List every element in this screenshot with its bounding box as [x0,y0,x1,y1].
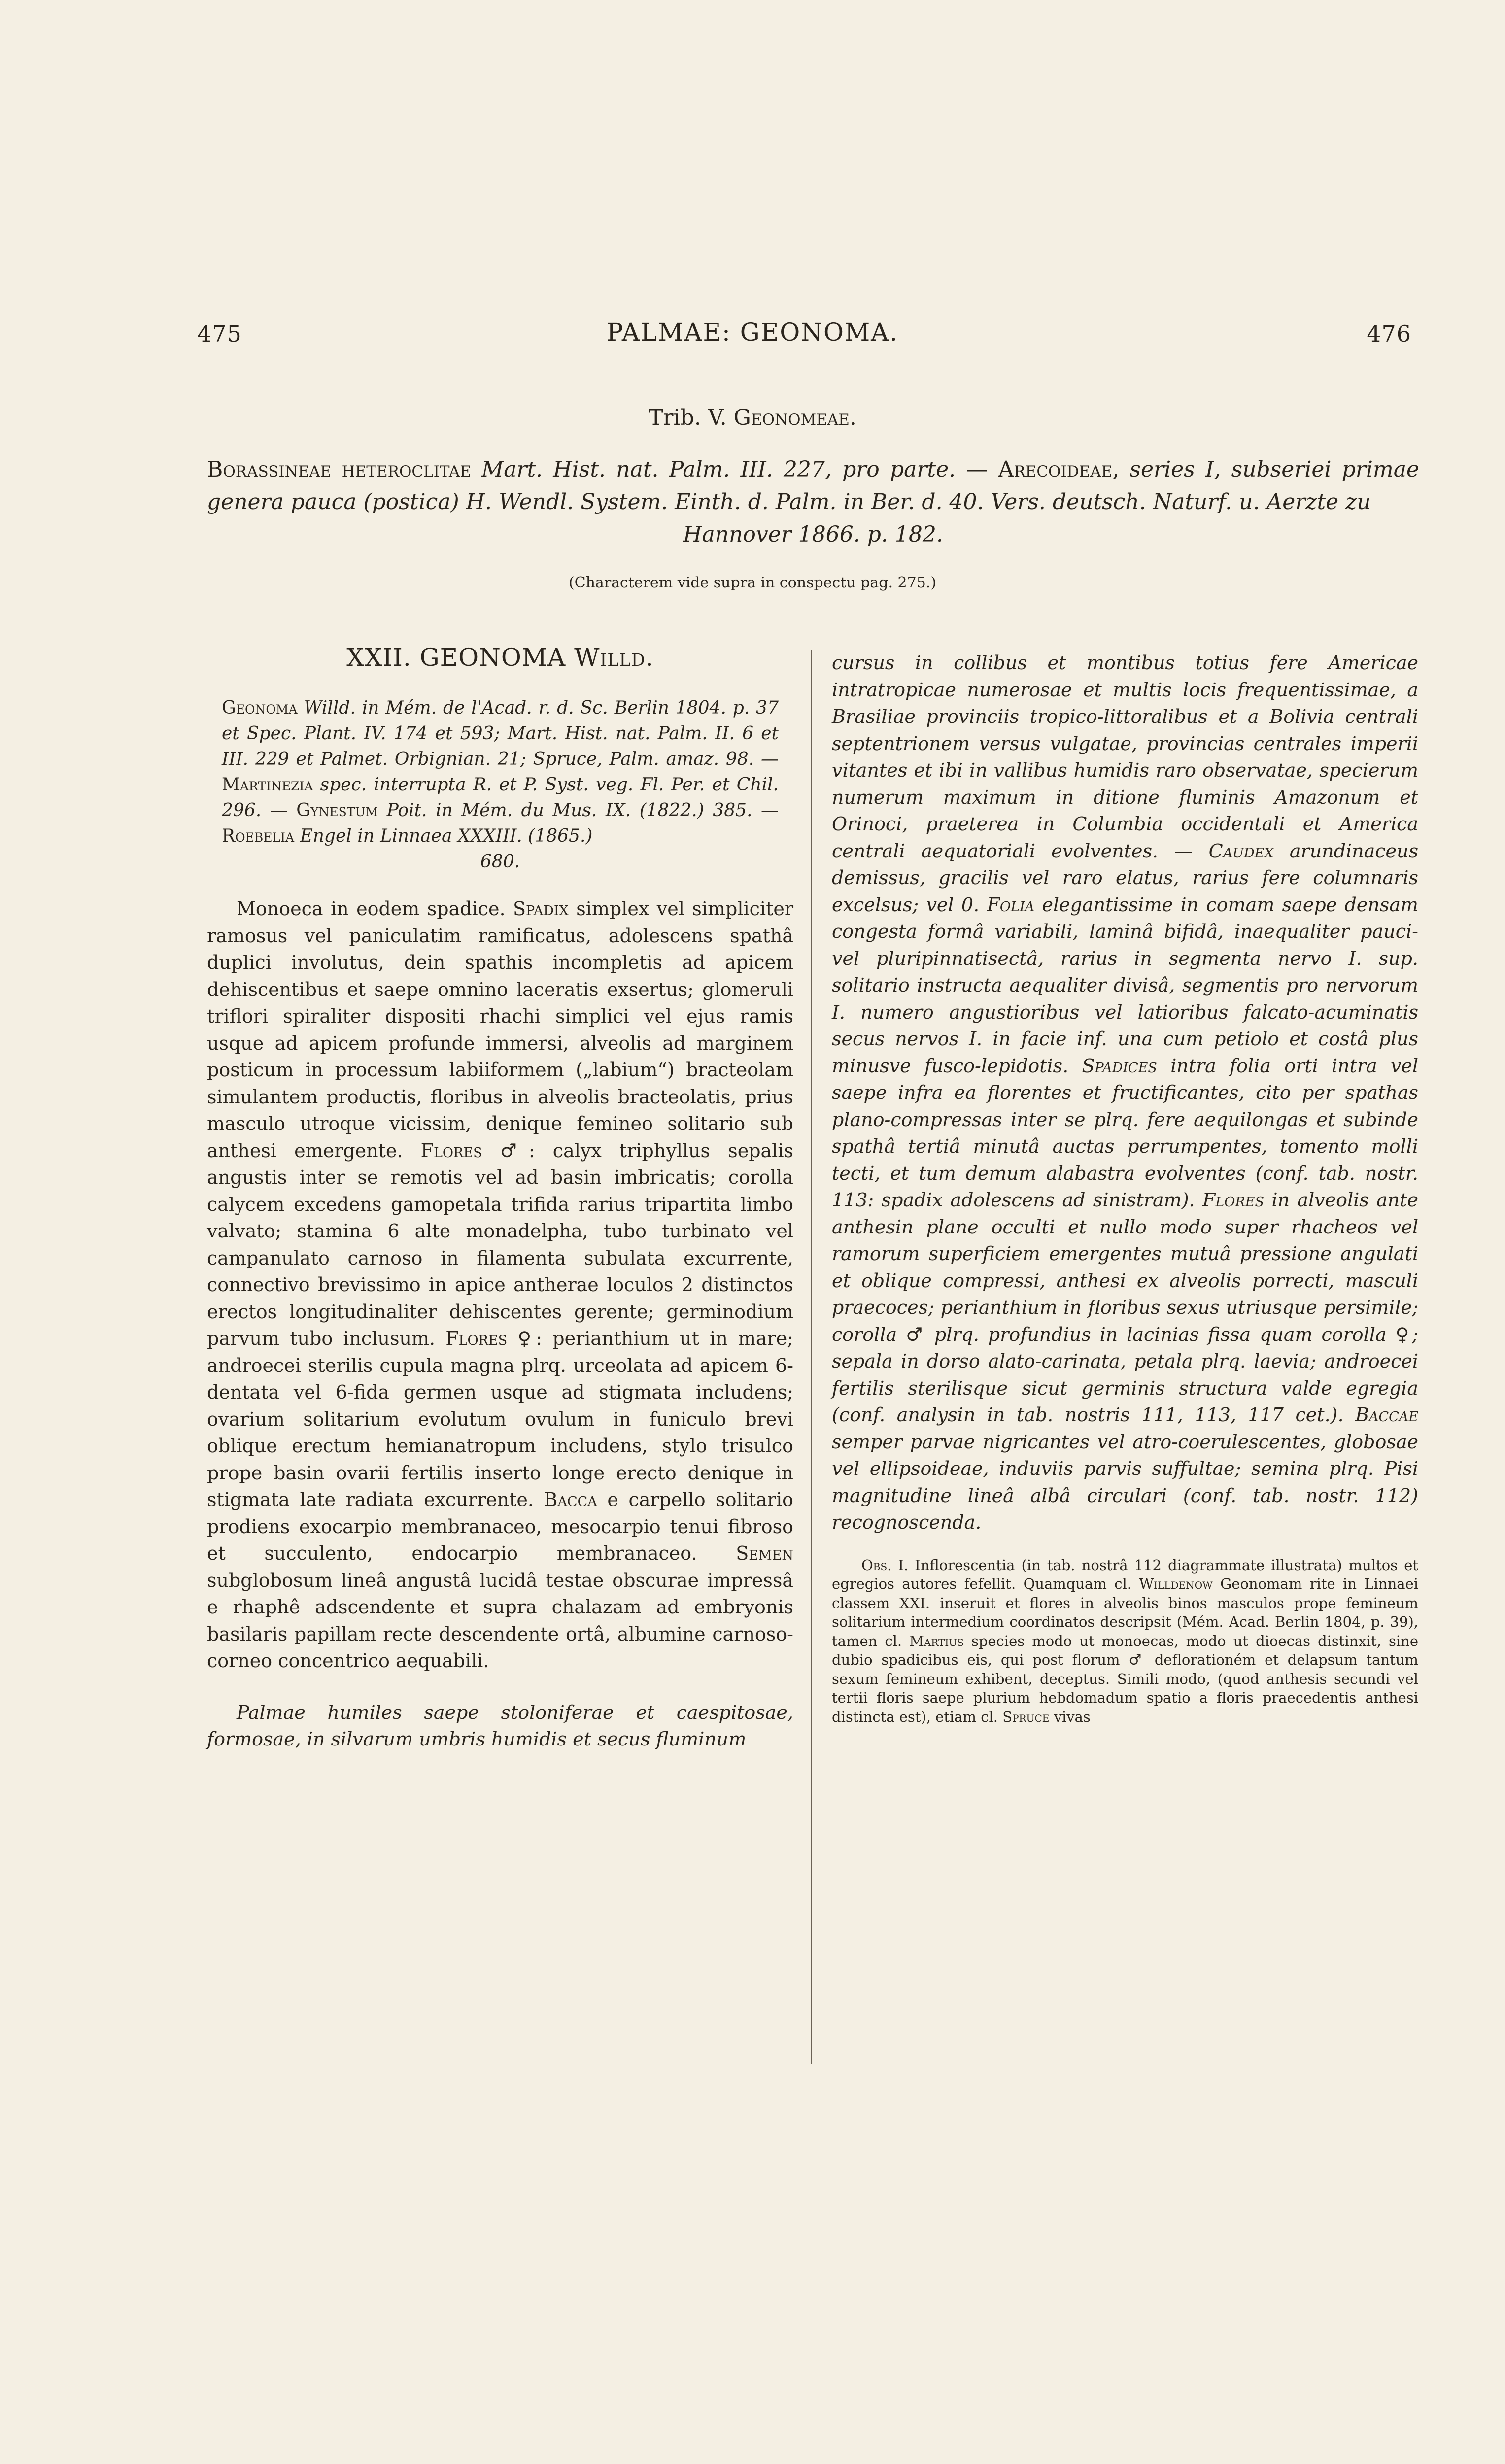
left-column [207,643,793,1753]
obs-label: Obs. I. [861,1556,909,1574]
habit-flores: in alveolis ante anthesin plane occulti et nullo modo super rhacheos vel ramorum superficiem emergentes mutuâ pressione angulati et oblique compressi, anthesi ex alveolis porrecti, masculi praecoces; perianthium in floribus sexus utriusque persimile; corolla ♂ plrq. profundius in lacinias fissa quam corolla ♀; sepala in dorso alato-carinata, petala plrq. laevia; androecei fertilis sterilisque sicut germinis structura valde egregia (conf. analysin in tab. nostris 111, 113, 117 cet.). [832,1189,1419,1426]
obs-willdenow: Willdenow [1139,1575,1213,1592]
genus-description [207,895,793,1675]
synonym-text-3: Hannover 1866. p. 182. [683,522,943,547]
obs-text-b: Geonomam rite in Linnaei classem XXI. inseruit et flores in alveolis binos masculos prope femineum solitarium intermedium coordinatos descripsit (Mém. Acad. Berlin 1804, p. 39), tamen cl. [832,1575,1419,1649]
right-column [832,650,1418,1726]
synonym-text-1: Mart. Hist. nat. Palm. III. 227, pro parte. — [481,457,988,482]
obs-text-d: vivas [1054,1708,1091,1725]
obs-spruce: Spruce [1002,1708,1050,1725]
habit-flores-label: Flores [1202,1189,1264,1211]
desc-monoeca: Monoeca in eodem spadice. [237,898,506,920]
desc-flores-female-label: Flores ♀: [445,1328,543,1349]
desc-spadix: simplex vel simpliciter ramosus vel paniculatim ramificatus, adolescens spathâ duplici involutus, dein spathis incompletis ad apicem dehiscentibus et saepe omnino laceratis exsertus; glomeruli triflori spiraliter dispositi rhachi simplici vel ejus ramis usque ad apicem profunde immersi, alveolis ad marginem posticum in processum labiiformem („labium“) bracteolam simulantem productis, floribus in alveolis bracteolatis, prius masculo utroque vicissim, denique femineo solitario sub anthesi emergente. [207,898,793,1162]
obs-text-c: species modo ut monoecas, modo ut dioecas distinxit, sine dubio spadicibus eis, qui post florum ♂ deflorationém et delapsum tantum sexum femineum exhibent, deceptus. Simili modo, (quod anthesis secundi vel tertii floris saepe plurium hebdomadum spatio a floris praecedentis anthesi distincta est), etiam cl. [832,1632,1419,1725]
desc-flores-male: calyx triphyllus sepalis angustis inter se remotis vel ad basin imbricatis; corolla calycem excedens gamopetala trifida rarius tripartita limbo valvato; stamina 6 alte monadelpha, tubo turbinato vel campanulato carnoso in filamenta subulata excurrente, connectivo brevissimo in apice antherae loculos 2 distinctos erectos longitudinaliter dehiscentes gerente; germinodium parvum tubo inclusum. [207,1139,793,1349]
desc-semen-label: Semen [736,1542,793,1564]
column-divider [811,650,812,2064]
genus-synonymy [222,695,779,875]
page-number-right: 476 [1367,320,1411,347]
syn-gynestum: Gynestum [296,800,378,821]
habit-spadices-label: Spadices [1082,1055,1157,1077]
synonym-text-2: series I, subseriei primae genera pauca (postica) H. Wendl. System. Einth. d. Palm. in Ber. d. 40. Vers. deutsch. Naturf. u. Aerzte zu [207,457,1419,514]
syn-roebelia: Roebelia [222,826,295,846]
desc-spadix-label: Spadix [513,898,569,920]
habit-distribution: cursus in collibus et montibus totius fere Americae intratropicae numerosae et multis locis frequentissimae, a Brasiliae provinciis tropico-littoralibus et a Bolivia centrali septentrionem versus vulgatae, provincias centrales imperii vitantes et ibi in vallibus humidis raro observatae, specierum numerum maximum in ditione fluminis Amazonum et Orinoci, praeterea in Columbia occidentali et America centrali aequatoriali evolventes. — [832,652,1418,862]
habit-spadices: intra folia orti intra vel saepe infra ea florentes et fructificantes, cito per spathas plano-compressas inter se plrq. fere aequilongas et subinde spathâ tertiâ minutâ auctas perrumpentes, tomento molli tecti, et tum demum alabastra evolventes (conf. tab. nostr. 113: spadix adolescens ad sinistram). [832,1055,1418,1211]
desc-bacca: e carpello solitario prodiens exocarpio membranaceo, mesocarpio tenui fibroso et succulento, endocarpio membranaceo. [207,1489,793,1564]
genus-heading [207,643,793,672]
desc-semen: subglobosum lineâ angustâ lucidâ testae obscurae impressâ e rhaphê adscendente et supra chalazam ad embryonis basilaris papillam recte descendente ortâ, albumine carnoso-corneo concentrico aequabili. [207,1569,793,1672]
desc-flores-male-label: Flores ♂: [420,1139,535,1162]
habit-baccae: semper parvae nigricantes vel atro-coerulescentes, globosae vel ellipsoideae, induviis parvis suffultae; semina plrq. Pisi magnitudine lineâ albâ circulari (conf. tab. nostr. 112) recognoscenda. [832,1431,1418,1533]
tribe-synonymy [207,453,1419,551]
characterem-note: (Characterem vide supra in conspectu pag. 275.) [568,574,937,591]
habit-caudex-label: Caudex [1208,840,1274,862]
habit-baccae-label: Baccae [1355,1404,1418,1426]
running-head: PALMAE: GEONOMA. [606,318,899,346]
habit-paragraph-continued [832,650,1418,1536]
obs-martius: Martius [909,1632,964,1649]
syn-text-4: Engel in Linnaea XXXIII. (1865.) [300,826,593,846]
habit-paragraph-start: Palmae humiles saepe stoloniferae et caespitosae, formosae, in silvarum umbris humidis et secus fluminum [207,1701,793,1750]
tribe-name: Geonomeae. [733,405,856,430]
synonym-borassineae: Borassineae heteroclitae [207,457,471,482]
syn-martinezia: Martinezia [222,775,313,795]
syn-text-last: 680. [480,852,520,872]
synonym-arecoideae: Arecoideae, [998,457,1120,482]
syn-text-3: Poit. in Mém. du Mus. IX. (1822.) 385. — [386,800,779,821]
page-number-left: 475 [197,320,242,347]
syn-text-2: spec. interrupta R. et P. Syst. veg. Fl. Per. et Chil. 296. — [222,775,779,821]
tribe-heading [0,405,1505,430]
habit-folia-label: Folia [987,893,1035,916]
genus-title: XXII. GEONOMA [346,643,566,672]
syn-geonoma: Geonoma [222,698,298,718]
tribe-prefix: Trib. V. [649,405,727,430]
syn-text-1: Willd. in Mém. de l'Acad. r. d. Sc. Berlin 1804. p. 37 et Spec. Plant. IV. 174 et 593; Mart. Hist. nat. Palm. II. 6 et III. 229 et Palmet. Orbignian. 21; Spruce, Palm. amaz. 98. — [222,698,779,769]
genus-author: Willd. [574,643,654,672]
habit-caudex: arundinaceus demissus, gracilis vel raro elatus, rarius fere columnaris excelsus; vel 0. [832,840,1418,916]
observation-note [832,1556,1418,1727]
desc-flores-female: perianthium ut in mare; androecei sterilis cupula magna plrq. urceolata ad apicem 6-dentata vel 6-fida germen usque ad stigmata includens; ovarium solitarium evolutum ovulum in funiculo brevi oblique erectum hemianatropum includens, stylo trisulco prope basin ovarii fertilis inserto longe erecto denique in stigmata late radiata excurrente. [207,1328,793,1510]
obs-text-a: Inflorescentia (in tab. nostrâ 112 diagrammate illustrata) multos et egregios autores fefellit. Quamquam cl. [832,1556,1419,1592]
desc-bacca-label: Bacca [544,1489,597,1510]
habit-folia: elegantissime in comam saepe densam congesta formâ variabili, laminâ bifidâ, inaequaliter pauci- vel pluripinnatisectâ, rarius in segmenta nervo I. sup. solitario instructa aequaliter divisâ, segmentis pro nervorum I. numero angustioribus vel latioribus falcato-acuminatis secus nervos I. in facie inf. una cum petiolo et costâ plus minusve fusco-lepidotis. [832,893,1418,1077]
